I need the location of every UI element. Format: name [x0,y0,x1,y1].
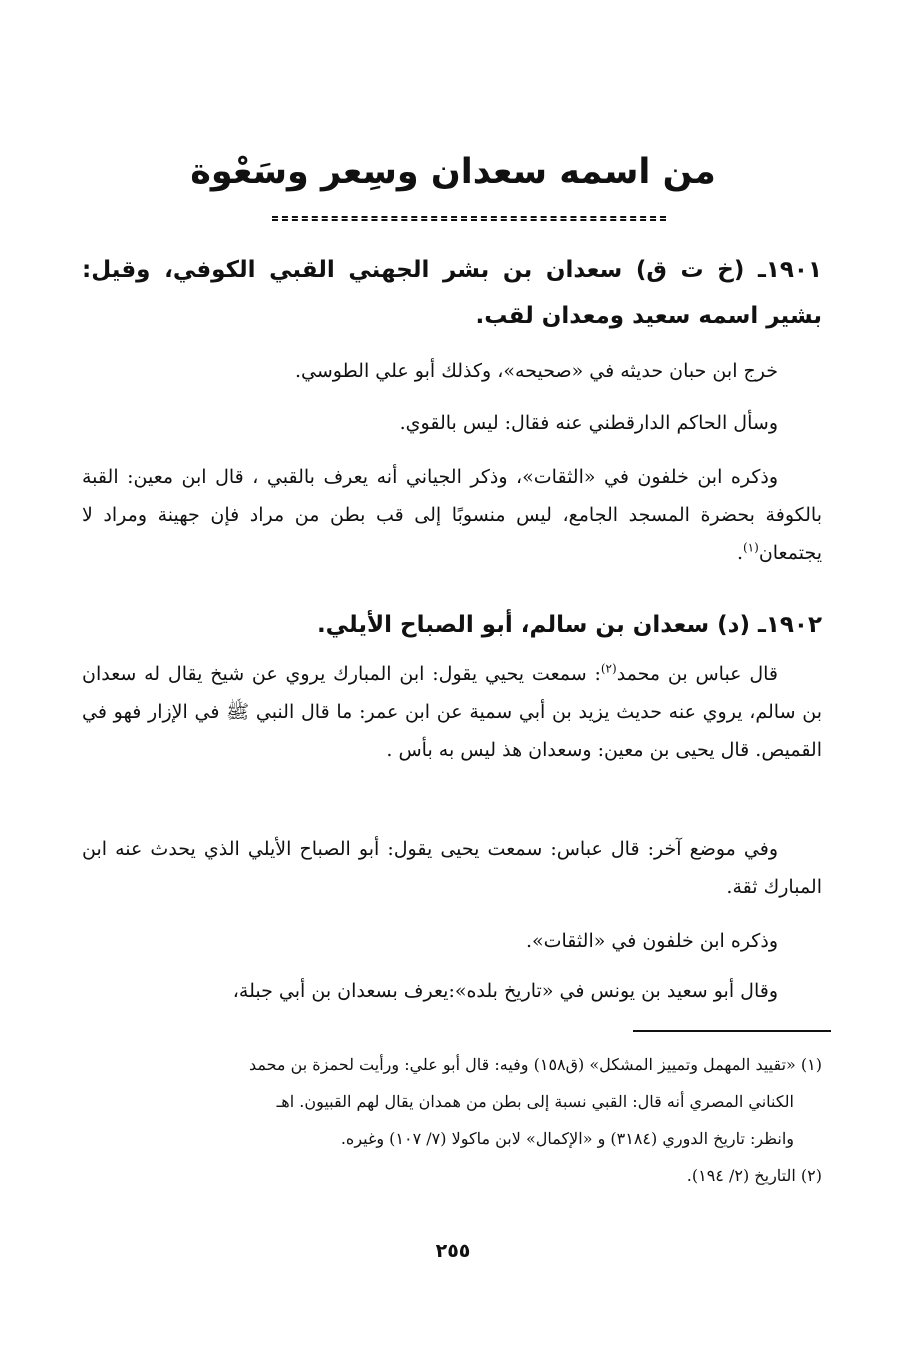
entry-1902-paragraph-3: وذكره ابن خلفون في «الثقات». [525,930,778,952]
footnote-1-line-2: الكناني المصري أنه قال: القبي نسبة إلى بطن من همدان يقال لهم القبيون. اهـ [276,1092,794,1111]
entry-1902-heading: ١٩٠٢ـ (د) سعدان بن سالم، أبو الصباح الأيلي. [316,612,822,638]
entry-1902-paragraph-1-start: قال عباس بن محمد [616,663,779,685]
entry-1901-paragraph-3-text: وذكره ابن خلفون في «الثقات»، وذكر الجياني أنه يعرف بالقبي ، قال ابن معين: القبة بالكوفة بحضرة المسجد الجامع، ليس منسوبًا إلى قب بطن من مراد فإن جهينة ومراد لا يجتمعان [82,466,822,564]
page-number: ٢٥٥ [435,1240,471,1262]
entry-1901-heading: ١٩٠١ـ (خ ت ق) سعدان بن بشر الجهني القبي الكوفي، وقيل: بشير اسمه سعيد ومعدان لقب. [82,257,822,329]
entry-1901-paragraph-3-end: . [736,542,743,564]
entry-1902-paragraph-4: وقال أبو سعيد بن يونس في «تاريخ بلده»:يعرف بسعدان بن أبي جبلة، [232,980,778,1002]
footnote-1-line-1: (١) «تقييد المهمل وتمييز المشكل» (ق١٥٨) وفيه: قال أبو علي: ورأيت لحمزة بن محمد [248,1055,822,1074]
entry-1902-paragraph-1-rest: : سمعت يحيي يقول: ابن المبارك يروي عن شيخ يقال له سعدان بن سالم، يروي عنه حديث يزيد بن أبي سمية عن ابن عمر: ما قال النبي ﷺ في الإزار فهو في القميص. قال يحيى بن معين: وسعدان هذ ليس به بأس . [82,663,822,761]
footnote-1-line-3: وانظر: تاريخ الدوري (٣١٨٤) و «الإكمال» لابن ماكولا (٧/ ١٠٧) وغيره. [340,1129,794,1148]
entry-1902-paragraph-1 [82,655,822,769]
footnote-2: (٢) التاريخ (٢/ ١٩٤). [686,1166,822,1185]
section-heading: من اسمه سعدان وسِعر وسَعْوة [190,152,716,192]
entry-1901-paragraph-1: خرج ابن حبان حديثه في «صحيحه»، وكذلك أبو علي الطوسي. [294,360,778,382]
entry-1901-paragraph-2: وسأل الحاكم الدارقطني عنه فقال: ليس بالقوي. [399,412,778,434]
heading-underline [272,216,666,221]
footnote-ref-1: (١) [742,540,759,555]
entry-1901-paragraph-3 [82,458,822,572]
footnote-separator [633,1030,831,1032]
footnote-ref-2: (٢) [600,661,617,676]
entry-1902-paragraph-2: وفي موضع آخر: قال عباس: سمعت يحيى يقول: أبو الصباح الأيلي الذي يحدث عنه ابن المبارك ثقة. [82,838,822,898]
